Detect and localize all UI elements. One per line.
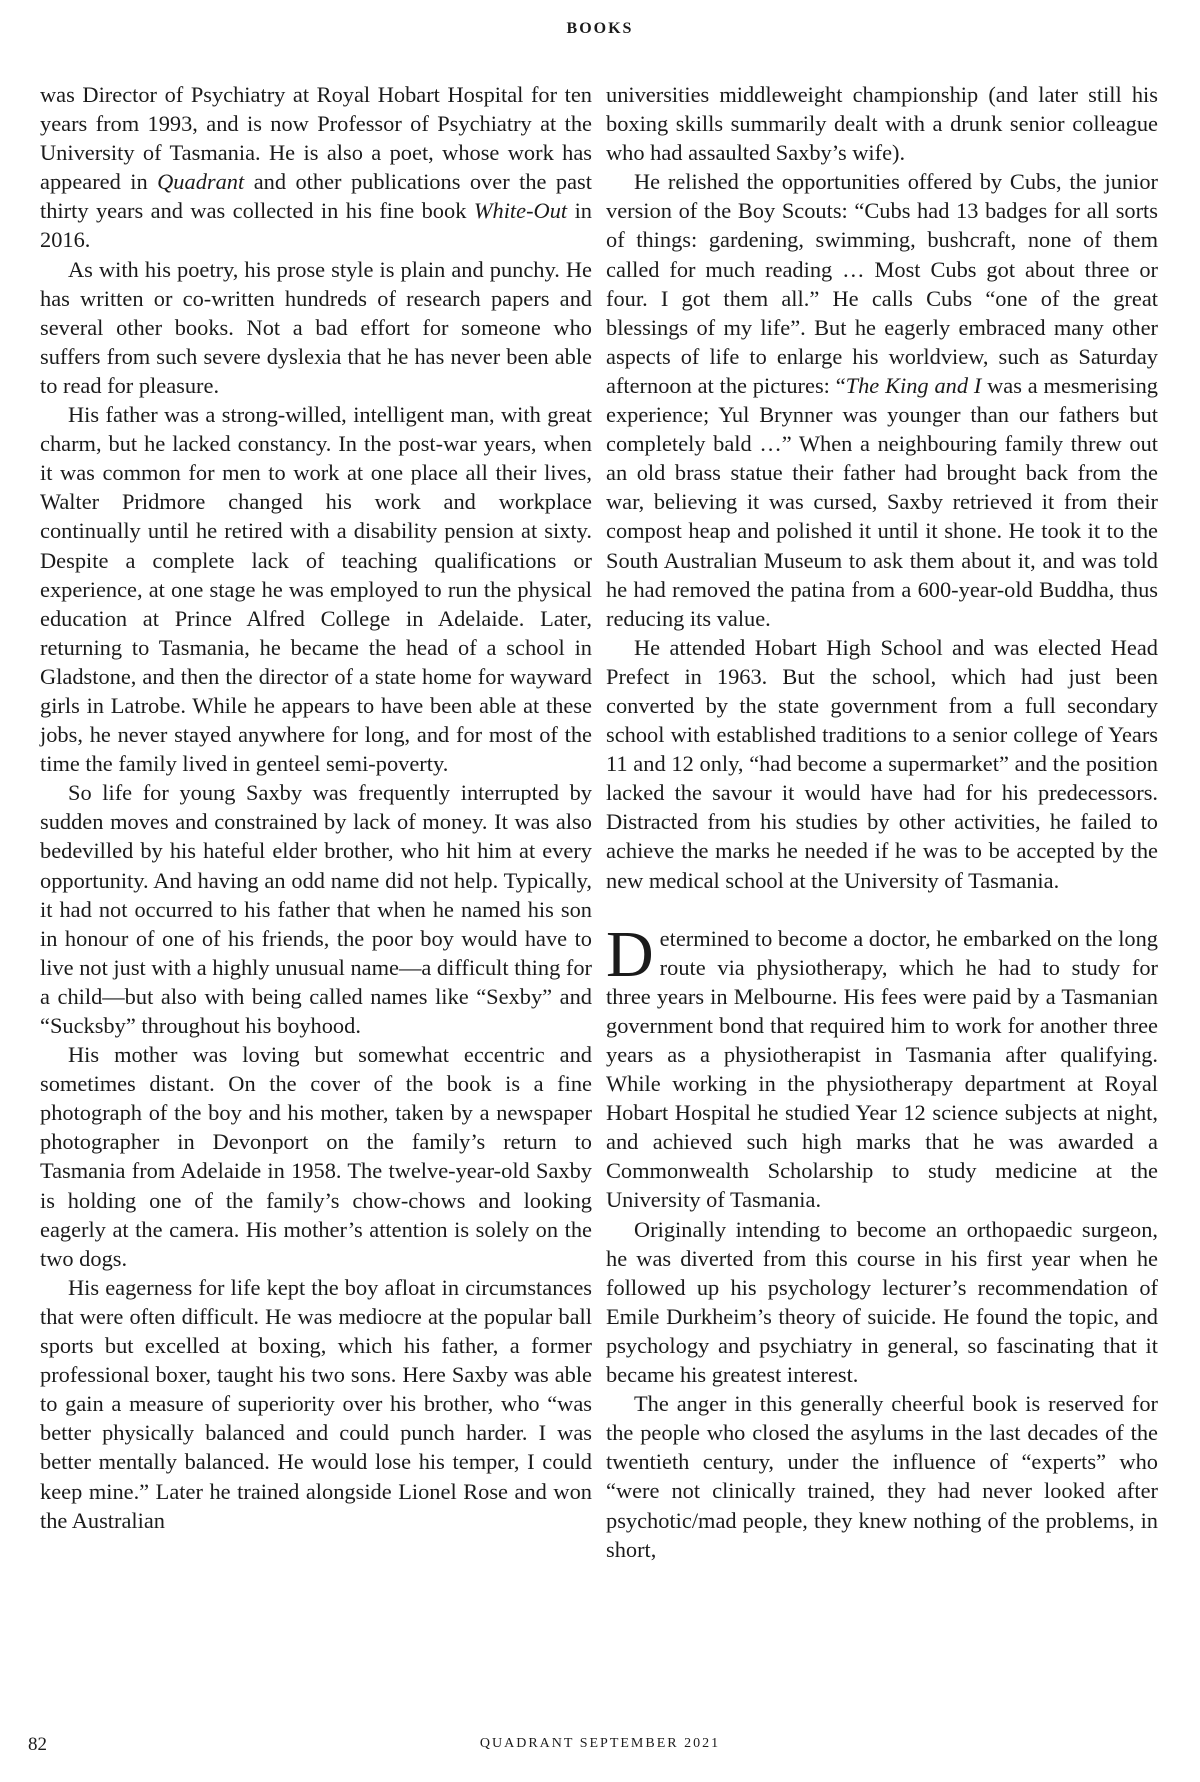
paragraph-text: and other publications over the past thirty years and was collected in his fine book <box>40 169 592 224</box>
paragraph: His eagerness for life kept the boy afloat in circumstances that were often difficult. He was mediocre at the popular ball sports but excelled at boxing, which his father, a former professional boxer, taught his two sons. Here Saxby was able to gain a measure of superiority over his brother, who “was better physically balanced and could punch harder. I was better mentally balanced. He would lose his temper, I could keep mine.” Later he trained alongside Lionel Rose and won the Australian <box>40 1274 592 1533</box>
paragraph: So life for young Saxby was frequently interrupted by sudden moves and constrained by lack of money. It was also bedevilled by his hateful elder brother, who hit him at every opportunity. And having an odd name did not help. Typically, it had not occurred to his father that when he named his son in honour of one of his friends, the poor boy would have to live not just with a highly unusual name—a difficult thing for a child—but also with being called names like “Sexby” and “Sucksby” throughout his boyhood. <box>40 780 592 1038</box>
paragraph: As with his poetry, his prose style is plain and punchy. He has written or co-written hundreds of research papers and several other books. Not a bad effort for someone who suffers from such severe dyslexia that he has never been able to read for pleasure. <box>40 256 592 398</box>
paragraph: He attended Hobart High School and was elected Head Prefect in 1963. But the school, which had just been converted by the state government from a full secondary school with established traditions to a senior college of Years 11 and 12 only, “had become a supermarket” and the position lacked the savour it would have had for his predecessors. Distracted from his studies by other activities, he failed to achieve the marks he needed if he was to be accepted by the new medical school at the University of Tasmania. <box>606 634 1158 893</box>
paragraph <box>606 917 1158 1215</box>
paragraph-text: was Director of Psychiatry at Royal Hobart Hospital for ten years from 1993, and is now Professor of Psychiatry at the University of Tasmania. He is also a poet, whose work has appeared in <box>40 82 592 195</box>
paragraph-text: was a mesmerising experience; Yul Brynner was younger than our fathers but completely bald …” When a neighbouring family threw out an old brass statue their father had brought back from the war, believing it was cursed, Saxby retrieved it from their compost heap and polished it until it shone. He took it to the South Australian Museum to ask them about it, and was told he had removed the patina from a 600-year-old Buddha, thus reducing its value. <box>606 372 1158 631</box>
paragraph-text: etermined to become a doctor, he embarked on the long route via physiotherapy, which he had to study for three years in Melbourne. His fees were paid by a Tasmanian government bond that required him to work for another three years as a physiotherapist in Tasmania after qualifying. While working in the physiotherapy department at Royal Hobart Hospital he studied Year 12 science subjects at night, and achieved such high marks that he was awarded a Commonwealth Scholarship to study medicine at the University of Tasmania. <box>606 925 1158 1213</box>
page-number: 82 <box>28 1734 47 1755</box>
paragraph: His father was a strong-willed, intelligent man, with great charm, but he lacked constancy. In the post-war years, when it was common for men to work at one place all their lives, Walter Pridmore changed his work and workplace continually until he retired with a disability pension at sixty. Despite a complete lack of teaching qualifications or experience, at one stage he was employed to run the physical education at Prince Alfred College in Adelaide. Later, returning to Tasmania, he became the head of a school in Gladstone, and then the director of a state home for wayward girls in Latrobe. While he appears to have been able at these jobs, he never stayed anywhere for long, and for most of the time the family lived in genteel semi-poverty. <box>40 402 592 777</box>
paragraph-text: in 2016. <box>40 198 592 253</box>
publication-title: Quadrant <box>157 169 245 195</box>
paragraph <box>606 167 1158 633</box>
paragraph: His mother was loving but somewhat eccentric and sometimes distant. On the cover of the book is a fine photograph of the boy and his mother, taken by a newspaper photographer in Devonport on the family’s return to Tasmania from Adelaide in 1958. The twelve-year-old Saxby is holding one of the family’s chow-chows and looking eagerly at the camera. His mother’s attention is solely on the two dogs. <box>40 1042 592 1271</box>
paragraph <box>40 80 592 255</box>
book-title: White-Out <box>473 198 568 224</box>
paragraph: Originally intending to become an orthopaedic surgeon, he was diverted from this course in his first year when he followed up his psychology lecturer’s recommendation of Emile Durkheim’s theory of suicide. He found the topic, and psychology and psychiatry in general, so fascinating that it became his greatest interest. <box>606 1216 1158 1388</box>
drop-cap: D <box>606 917 654 991</box>
paragraph: The anger in this generally cheerful book is reserved for the people who closed the asylums in the last decades of the twentieth century, under the influence of “experts” who “were not clinically trained, they had never looked after psychotic/mad people, they knew nothing of the problems, in short, <box>606 1391 1158 1562</box>
section-header: BOOKS <box>566 20 634 37</box>
left-column <box>40 80 592 1535</box>
right-column <box>606 80 1158 1564</box>
issue-line: QUADRANT SEPTEMBER 2021 <box>479 1736 721 1751</box>
film-title: The King and I <box>845 372 982 398</box>
paragraph-text: He relished the opportunities offered by Cubs, the junior version of the Boy Scouts: “Cubs had 13 badges for all sorts of things: gardening, swimming, bushcraft, none of them called for much reading … Most Cubs got about three or four. I got them all.” He calls Cubs “one of the great blessings of my life”. But he eagerly embraced many other aspects of life to enlarge his worldview, such as Saturday afternoon at the pictures: “ <box>606 169 1158 398</box>
paragraph: universities middleweight championship (and later still his boxing skills summarily dealt with a drunk senior colleague who had assaulted Saxby’s wife). <box>606 82 1158 166</box>
